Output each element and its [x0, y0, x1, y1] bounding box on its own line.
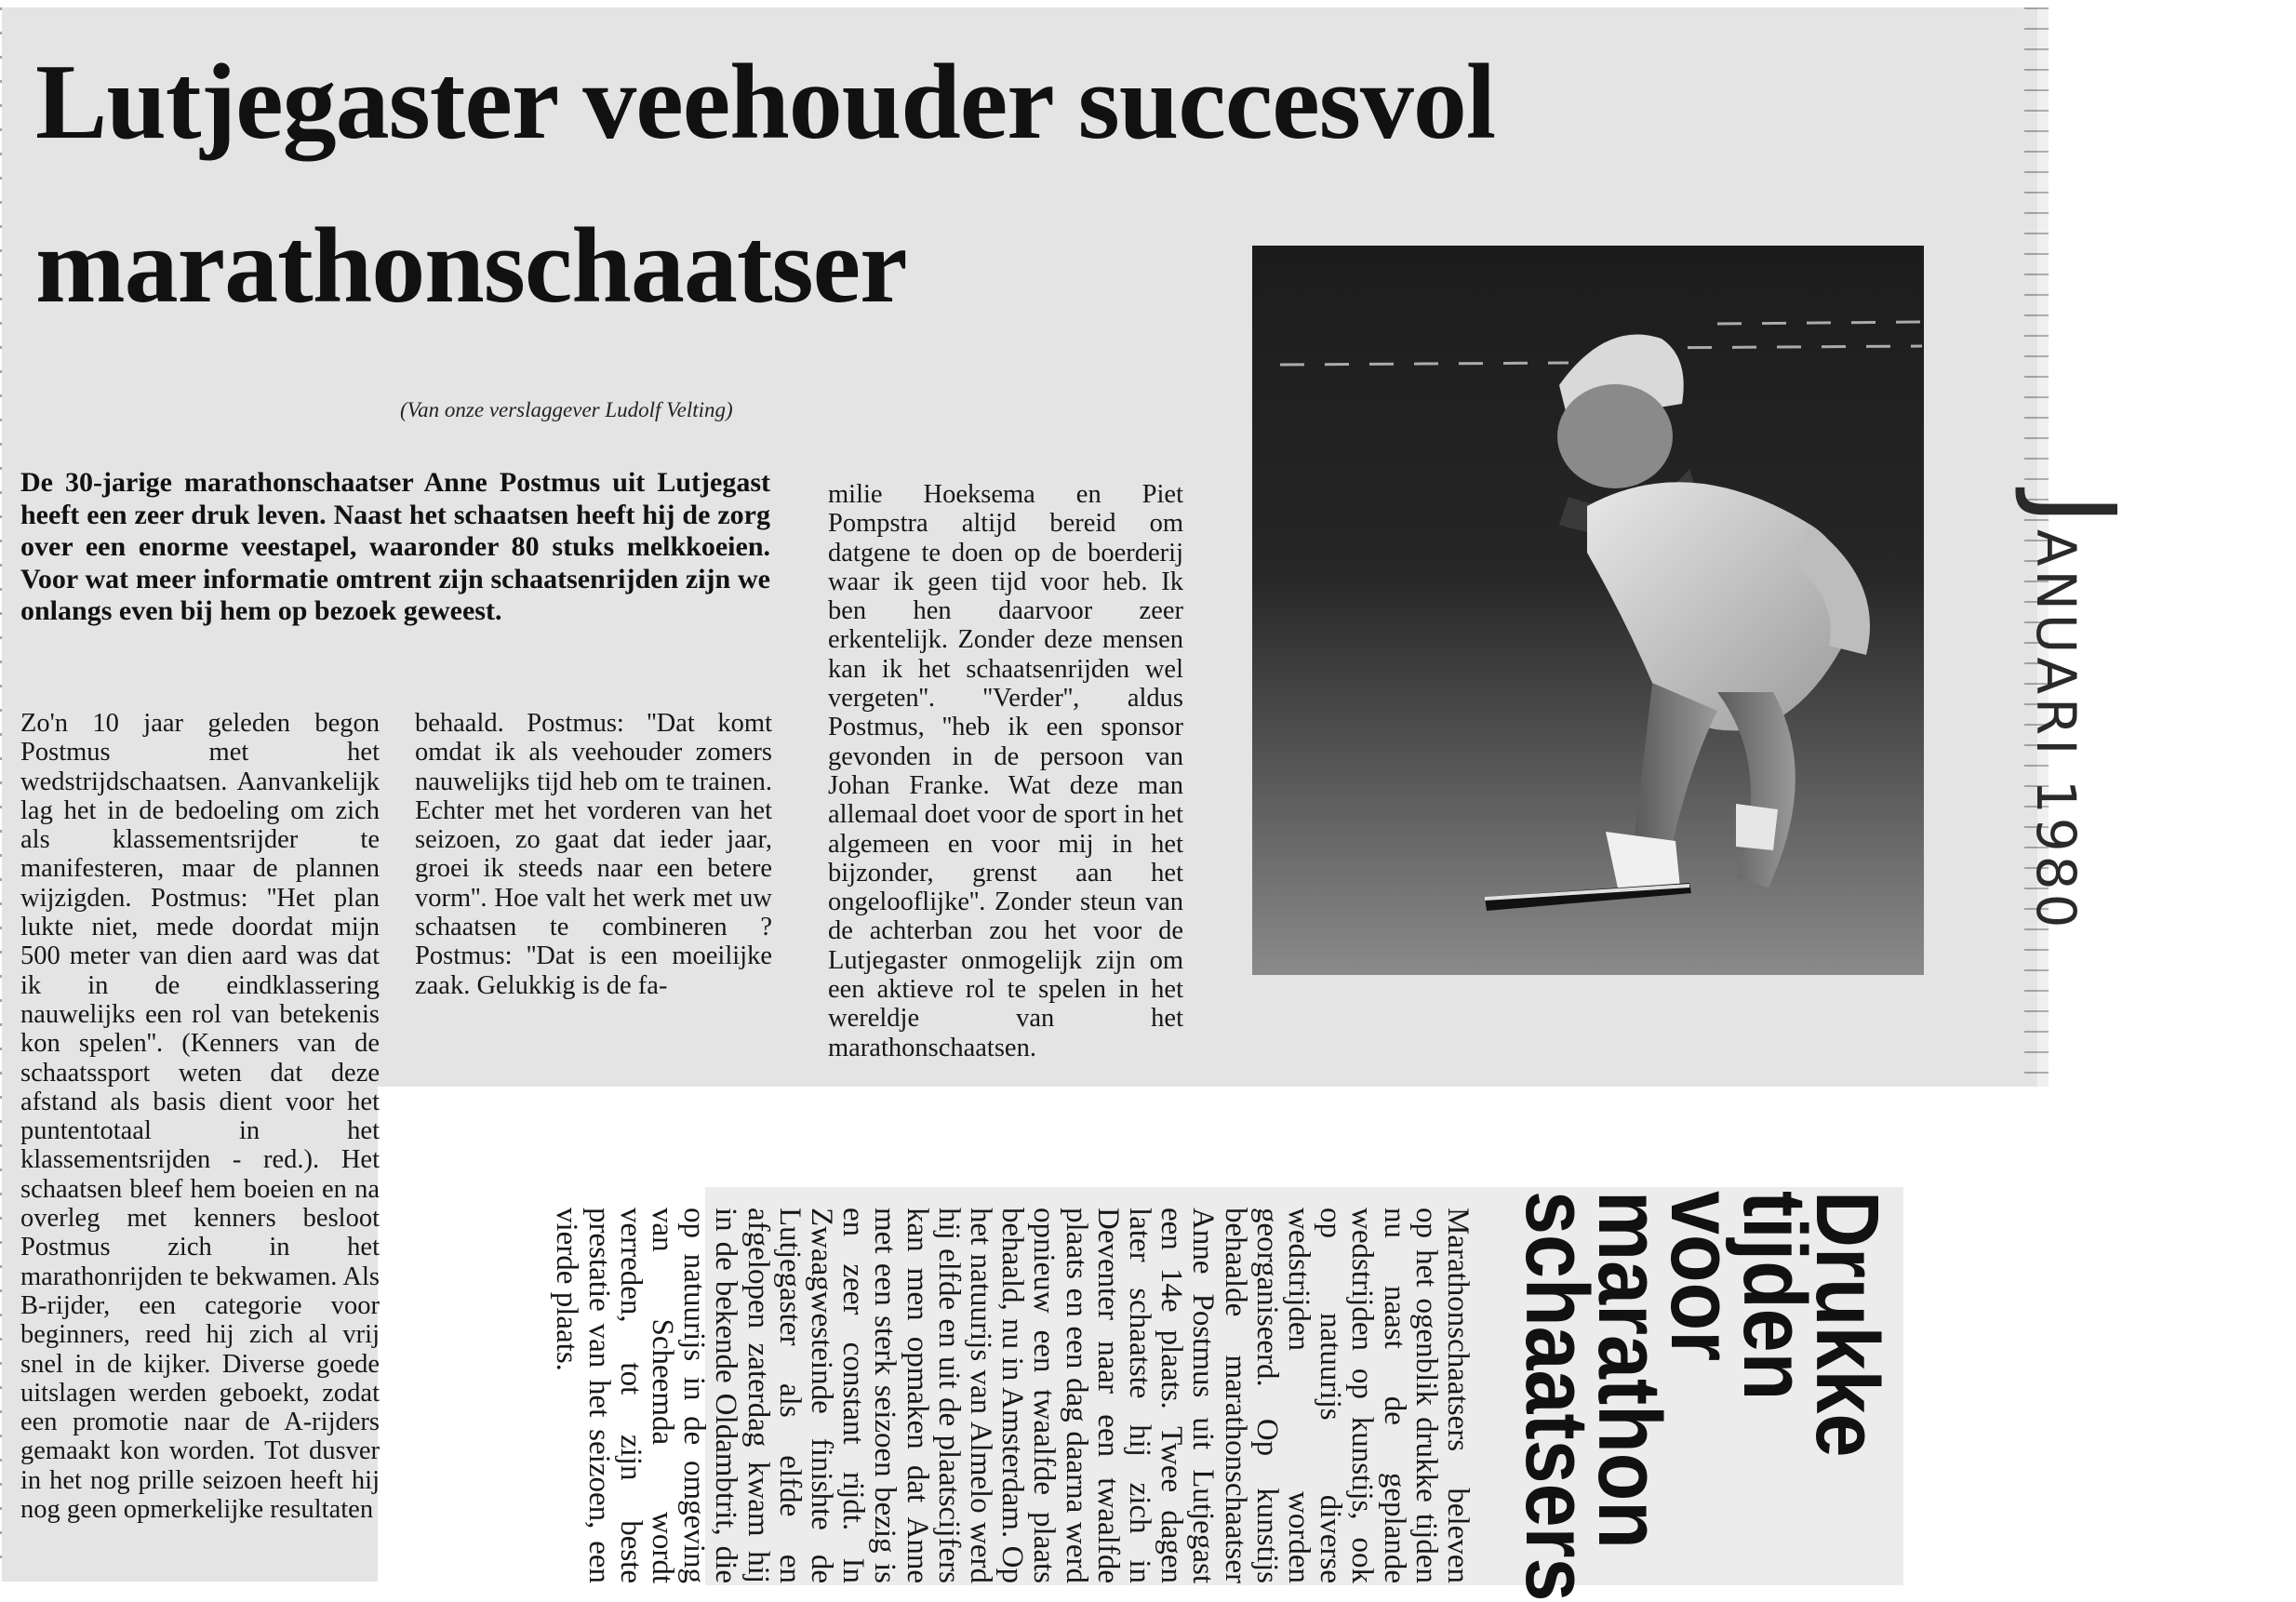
- clipping-secondary-body: [551, 1208, 1474, 1583]
- clipping-secondary-headline-3: marathon: [1580, 1191, 1679, 1549]
- article-column-1: Zo'n 10 jaar geleden begon Postmus met het wedstrijdschaatsen. Aanvankelijk lag het in de bedoeling om zich als klassementsrijder te manifesteren, maar de plannen wijzigden. Postmus: ''Het plan lukte niet, mede doordat mijn 500 meter van dien aard was dat ik in de eindklassering nauwelijks een rol van betekenis kon spelen''. (Kenners van de schaatssport weten dat deze afstand als basis dient voor het puntentotaal in het klassementsrijden - red.). Het schaatsen bleef hem boeien en na overleg met kenners besloot Postmus zich in het marathonrijden te bekwamen. Als B-rijder, een categorie voor beginners, reed hij zich al vrij snel in de kijker. Diverse goede uitslagen werden geboekt, zodat een promotie naar de A-rijders gemaakt kon worden. Tot dusver in het nog prille seizoen heeft hij nog geen opmerkelijke resultaten: [20, 709, 380, 1525]
- article-column-3: milie Hoeksema en Piet Pompstra altijd bereid om datgene te doen op de boerderij waar ik geen tijd voor heb. Ik ben hen daarvoor zeer erkentelijk. Zonder deze mensen kan ik het schaatsenrijden wel vergeten''. ''Verder'', aldus Postmus, ''heb ik een sponsor gevonden in de persoon van Johan Franke. Wat deze man allemaal doet voor de sport in het algemeen en voor mij in het bijzonder, grenst aan het ongelooflijke''. Zonder steun van de achterban zou het voor de Lutjegaster onmogelijk zijn om een aktieve rol te spelen in het wereldje van het marathonschaatsen.: [828, 480, 1183, 1062]
- article-column-2: behaald. Postmus: ''Dat komt omdat ik als veehouder zomers nauwelijks tijd heb om te trainen. Echter met het vorderen van het seizoen, zo gaat dat ieder jaar, groei ik steeds naar een betere vorm''. Hoe valt het werk met uw schaatsen te combineren ? Postmus: ''Dat is een moeilijke zaak. Gelukkig is de fa-: [415, 709, 772, 1000]
- handwritten-year: 1980: [2024, 779, 2088, 932]
- clipping-secondary-headline-4: schaatsers: [1507, 1191, 1607, 1602]
- skater-illustration: [1252, 246, 1924, 975]
- article-byline: (Van onze verslaggever Ludolf Velting): [400, 398, 733, 421]
- clipping-secondary-headline: [1507, 1191, 1897, 1602]
- handwritten-month: ANUARI: [2024, 528, 2088, 759]
- clipping-secondary-headline-1: Drukke: [1797, 1191, 1897, 1458]
- skater-photo: [1252, 246, 1924, 975]
- clipping-secondary-headline-2: tijden voor: [1652, 1191, 1824, 1401]
- article-lead: De 30-jarige marathonschaatser Anne Postmus uit Lutjegast heeft een zeer druk leven. Naast het schaatsen heeft hij de zorg over een enorme veestapel, waaronder 80 stuks melkkoeien. Voor wat meer informatie omtrent zijn schaatsenrijden zijn we onlangs even bij hem op bezoek geweest.: [20, 467, 770, 626]
- handwritten-date: [2011, 493, 2140, 932]
- newspaper-clipping-secondary: [550, 1187, 1903, 1602]
- clipping-secondary-text: Marathonschaatsers beleven op het ogenblik drukke tijden nu naast de geplande wedstrijden op kunstijs, ook op natuurijs diverse wedstrijden worden georganiseerd. Op kunstijs behaalde marathonschaatser Anne Postmus uit Lutjegast een 14e plaats. Twee dagen later schaatste hij zich in Deventer naar een twaalfde plaats en een dag daarna werd opnieuw een twaalfde plaats behaald, nu in Amsterdam. Op het natuurijs van Almelo werd hij elfde en uit de plaatscijfers kan men opmaken dat Anne met een sterk seizoen bezig is en zeer constant rijdt. In Zwaagwesteinde finishte de Lutjegaster als elfde en afgelopen zaterdag kwam hij in de bekende Oldambtrit, die op natuurijs in de omgeving van Scheemda wordt verreden, tot zijn beste prestatie van het seizoen, een vierde plaats.: [550, 1208, 1475, 1583]
- handwritten-initial: J: [2011, 493, 2140, 529]
- clipping-secondary-rotated-content: [550, 1187, 1903, 1602]
- headline-line-2: marathonschaatser: [35, 207, 907, 326]
- headline-line-1: Lutjegaster veehouder succesvol: [35, 43, 1496, 162]
